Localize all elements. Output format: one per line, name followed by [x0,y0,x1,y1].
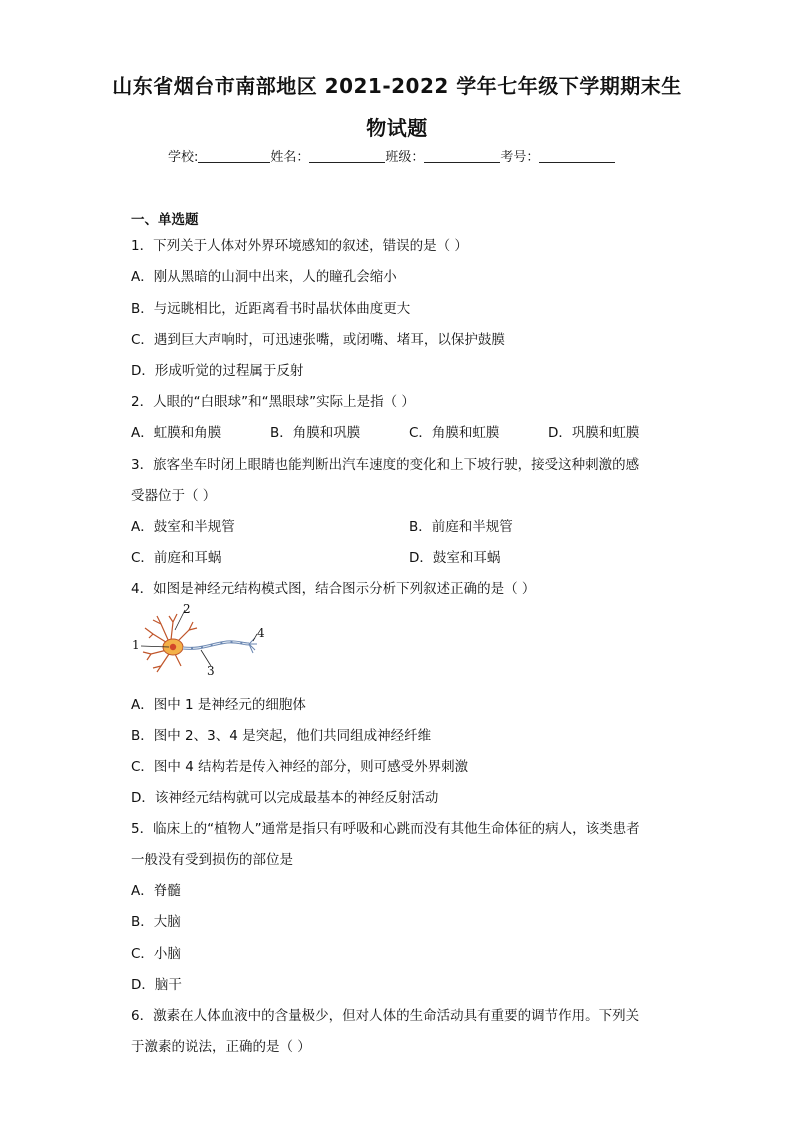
q1-option-d: D．形成听觉的过程属于反射 [131,363,304,379]
section-heading: 一、单选题 [131,212,199,228]
q2-option-d: D．巩膜和虹膜 [548,425,640,441]
q1-option-a: A．刚从黑暗的山洞中出来，人的瞳孔会缩小 [131,269,397,285]
q1-stem: 1．下列关于人体对外界环境感知的叙述，错误的是（ ） [131,238,468,254]
fig-label-3: 3 [207,664,215,678]
nucleus [170,644,176,650]
name-label: 姓名： [270,150,310,165]
q3-option-a: A．鼓室和半规管 [131,519,235,535]
q5-stem-line2: 一般没有受到损伤的部位是 [131,852,293,868]
q5-option-a: A．脊髓 [131,883,181,899]
q2-option-b: B．角膜和巩膜 [270,425,361,441]
q4-stem: 4．如图是神经元结构模式图，结合图示分析下列叙述正确的是（ ） [131,581,536,597]
q5-stem-line1: 5．临床上的“植物人”通常是指只有呼吸和心跳而没有其他生命体征的病人，该类患者 [131,821,640,837]
q6-stem-line1: 6．激素在人体血液中的含量极少，但对人体的生命活动具有重要的调节作用。下列关 [131,1008,640,1024]
neuron-diagram [131,604,271,676]
school-label: 学校: [168,150,199,165]
q6-stem-line2: 于激素的说法，正确的是（ ） [131,1039,311,1055]
q5-option-b: B．大脑 [131,914,181,930]
q3-option-c: C．前庭和耳蜗 [131,550,222,566]
q1-option-c: C．遇到巨大声响时，可迅速张嘴，或闭嘴、堵耳，以保护鼓膜 [131,332,505,348]
fig-label-2: 2 [183,602,191,616]
q3-option-d: D．鼓室和耳蜗 [409,550,501,566]
q5-option-c: C．小脑 [131,946,181,962]
q4-option-d: D．该神经元结构就可以完成最基本的神经反射活动 [131,790,439,806]
q2-option-a: A．虹膜和角膜 [131,425,222,441]
id-blank[interactable] [539,150,615,163]
q4-option-b: B．图中 2、3、4 是突起，他们共同组成神经纤维 [131,728,432,744]
fig-label-1: 1 [132,638,140,652]
id-label: 考号： [500,150,540,165]
q2-stem: 2．人眼的“白眼球”和“黑眼球”实际上是指（ ） [131,394,415,410]
fig-label-4: 4 [257,626,265,640]
q4-option-c: C．图中 4 结构若是传入神经的部分，则可感受外界刺激 [131,759,469,775]
q5-option-d: D．脑干 [131,977,182,993]
q2-option-c: C．角膜和虹膜 [409,425,500,441]
exam-title-line2: 物试题 [366,116,428,140]
q4-option-a: A．图中 1 是神经元的细胞体 [131,697,306,713]
school-blank[interactable] [198,150,270,163]
class-blank[interactable] [424,150,500,163]
q3-stem-line1: 3．旅客坐车时闭上眼睛也能判断出汽车速度的变化和上下坡行驶，接受这种刺激的感 [131,457,640,473]
q1-option-b: B．与远眺相比，近距离看书时晶状体曲度更大 [131,301,411,317]
exam-title-line1: 山东省烟台市南部地区 2021-2022 学年七年级下学期期末生 [112,74,682,98]
q3-stem-line2: 受器位于（ ） [131,488,217,504]
q3-option-b: B．前庭和半规管 [409,519,513,535]
neuron-svg [131,604,271,676]
name-blank[interactable] [309,150,385,163]
student-info-row [168,146,615,165]
class-label: 班级： [385,150,425,165]
